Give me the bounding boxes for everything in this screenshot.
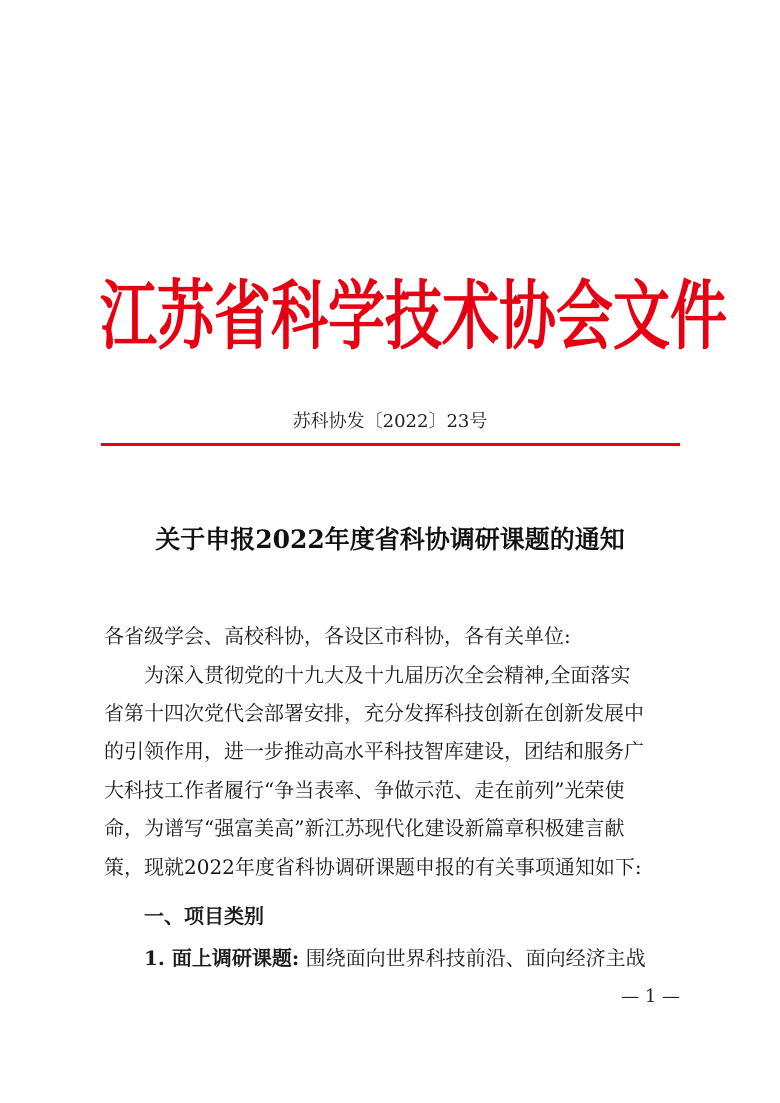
document-number: 苏科协发〔2022〕23号 — [292, 411, 488, 432]
paragraph-line: 为深入贯彻党的十九大及十九届历次全会精神,全面落实 — [144, 663, 631, 687]
section-heading: 一、项目类别 — [144, 904, 264, 928]
red-divider-line — [101, 443, 680, 446]
item-1-text: 围绕面向世界科技前沿、面向经济主战 — [305, 946, 646, 970]
document-title: 关于申报2022年度省科协调研课题的通知 — [155, 525, 625, 554]
paragraph-line: 的引领作用，进一步推动高水平科技智库建设，团结和服务广 — [104, 739, 644, 763]
paragraph-line: 大科技工作者履行“争当表率、争做示范、走在前列”光荣使 — [104, 778, 625, 802]
paragraph-line: 策，现就2022年度省科协调研课题申报的有关事项通知如下: — [104, 855, 642, 879]
item-1-label: 1. 面上调研课题: — [144, 946, 300, 970]
salutation: 各省级学会、高校科协，各设区市科协，各有关单位: — [104, 624, 571, 648]
item-1 — [144, 940, 682, 976]
paragraph-line: 命，为谱写“强富美高”新江苏现代化建设新篇章积极建言献 — [104, 816, 625, 840]
page-number: — 1 — — [621, 986, 680, 1007]
paragraph-line: 省第十四次党代会部署安排，充分发挥科技创新在创新发展中 — [104, 701, 644, 725]
document-masthead: 江苏省科学技术协会文件 — [100, 272, 727, 361]
